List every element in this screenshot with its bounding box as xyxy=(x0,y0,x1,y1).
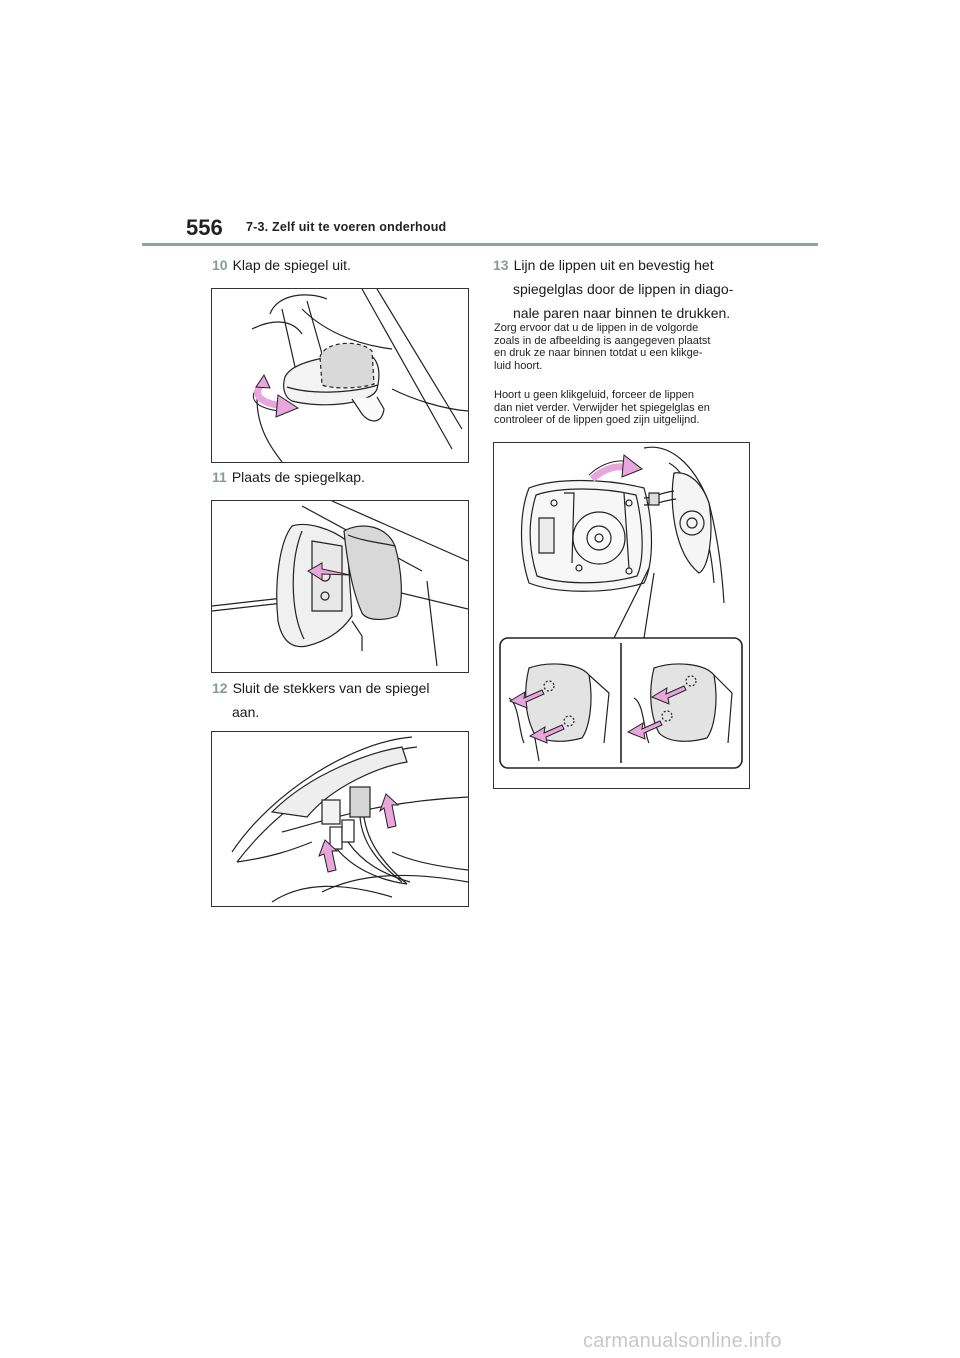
step-text: Plaats de spiegelkap. xyxy=(231,469,365,485)
section-title: 7-3. Zelf uit te voeren onderhoud xyxy=(246,220,447,234)
watermark: carmanualsonline.info xyxy=(583,1330,782,1352)
note-claw-order xyxy=(494,322,749,372)
page-number: 556 xyxy=(186,215,223,240)
header-divider xyxy=(142,243,818,246)
step-11 xyxy=(212,465,365,489)
step-text-continued: spiegelglas door de lippen in diago- xyxy=(513,281,734,297)
step-13 xyxy=(493,253,733,325)
note-line: Hoort u geen klikgeluid, forceer de lippen xyxy=(494,389,694,401)
step-10 xyxy=(212,253,351,277)
step-number: 13 xyxy=(493,257,509,273)
note-line: zoals in de afbeelding is aangegeven plaatst xyxy=(494,334,711,347)
step-number: 11 xyxy=(212,469,227,485)
step-text: Sluit de stekkers van de spiegel xyxy=(232,680,430,696)
figure-mirror-glass-claws xyxy=(493,442,750,789)
figure-connectors xyxy=(211,731,469,907)
note-line: controleer of de lippen goed zijn uitgelijnd. xyxy=(494,414,700,426)
note-no-click xyxy=(494,389,749,427)
step-text: Klap de spiegel uit. xyxy=(232,257,351,273)
step-number: 10 xyxy=(212,257,228,273)
step-text-continued: nale paren naar binnen te drukken. xyxy=(513,305,731,321)
figure-unfold-mirror xyxy=(211,288,469,463)
note-line: luid hoort. xyxy=(494,359,543,372)
step-text-continued: aan. xyxy=(232,704,260,720)
note-line: en druk ze naar binnen totdat u een klikge- xyxy=(494,347,703,359)
note-line: dan niet verder. Verwijder het spiegelglas en xyxy=(494,401,710,414)
step-number: 12 xyxy=(212,680,228,696)
step-text: Lijn de lippen uit en bevestig het xyxy=(513,257,714,273)
figure-mirror-cover xyxy=(211,500,469,673)
step-12 xyxy=(212,676,429,724)
note-line: Zorg ervoor dat u de lippen in de volgorde xyxy=(494,322,699,334)
